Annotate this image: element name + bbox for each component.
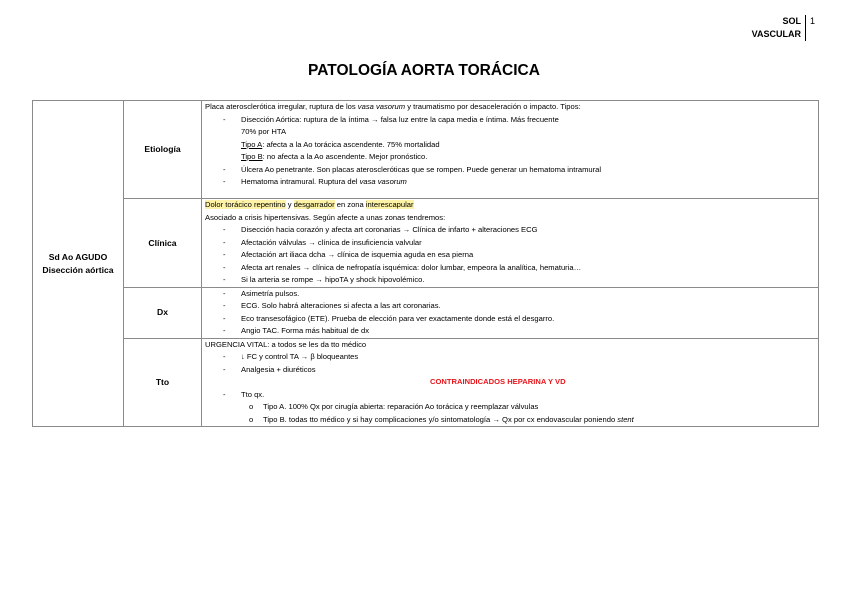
page-number: 1 (809, 16, 815, 26)
list-item: - Tto qx. (223, 389, 265, 399)
content-table (32, 100, 819, 427)
row-dx (33, 287, 819, 338)
list-item: - Afectación válvulas → clínica de insuficiencia valvular (223, 237, 422, 247)
row-etiologia (33, 101, 819, 199)
list-item: - Analgesia + diuréticos (223, 364, 316, 374)
tto-content (202, 338, 819, 427)
list-item: - Angio TAC. Forma más habitual de dx (223, 326, 370, 335)
list-item: - Disección Aórtica: ruptura de la íntima → falsa luz entre la capa media e íntima. Más frecuente (223, 114, 559, 124)
list-item: - ↓ FC y control TA → β bloqueantes (223, 352, 359, 361)
row-group-label-text: Sd Ao AGUDO Disección aórtica (42, 251, 114, 275)
list-item: - Afecta art renales → clínica de nefropatía isquémica: dolor lumbar, empeora la analítica, hematuria… (223, 262, 582, 272)
list-item-tipo-b: Tipo B: no afecta a la Ao ascendente. Mejor pronóstico. (241, 152, 428, 161)
tto-label: Tto (124, 338, 202, 427)
row-group-label (33, 101, 124, 427)
list-item: - Eco transesofágico (ETE). Prueba de elección para ver exactamente donde está el desgarro. (223, 313, 555, 323)
list-item-continuation: 70% por HTA (241, 127, 287, 136)
page-header (752, 15, 815, 41)
list-item: - Úlcera Ao penetrante. Son placas ateroscleróticas que se rompen. Puede generar un hematoma intramural (223, 164, 602, 174)
clinica-label: Clínica (124, 199, 202, 288)
clinica-intro: Dolor torácico repentino y desgarrador en zona interescapular (205, 200, 414, 209)
etiologia-content (202, 101, 819, 199)
list-item: - Disección hacia corazón y afecta art coronarias → Clínica de infarto + alteraciones ECG (223, 225, 538, 234)
list-item: - Hematoma intramural. Ruptura del vasa vasorum (223, 177, 407, 186)
dx-content (202, 287, 819, 338)
clinica-content (202, 199, 819, 288)
clinica-subintro: Asociado a crisis hipertensivas. Según afecte a unas zonas tendremos: (205, 212, 446, 222)
row-tto (33, 338, 819, 427)
list-item: - Asimetría pulsos. (223, 288, 300, 298)
list-item: - Si la arteria se rompe → hipoTA y shock hipovolémico. (223, 275, 425, 284)
sublist-item: o Tipo A. 100% Qx por cirugía abierta: reparación Ao torácica y reemplazar válvulas (249, 402, 539, 411)
list-item-tipo-a: Tipo A: afecta a la Ao torácica ascendente. 75% mortalidad (241, 139, 440, 149)
list-item: - Afectación art iliaca dcha → clínica de isquemia aguda en esa pierna (223, 250, 474, 259)
etiologia-intro: Placa aterosclerótica irregular, ruptura de los vasa vasorum y traumatismo por desaceleración o impacto. Tipos: (205, 102, 581, 111)
dx-label: Dx (124, 287, 202, 338)
contraindication-warning: CONTRAINDICADOS HEPARINA Y VD (430, 377, 566, 386)
header-labels (752, 15, 805, 41)
page-title: PATOLOGÍA AORTA TORÁCICA (308, 62, 540, 79)
header-section: VASCULAR (751, 29, 801, 39)
etiologia-label: Etiología (124, 101, 202, 199)
list-item: - ECG. Solo habrá alteraciones si afecta a las art coronarias. (223, 301, 441, 310)
tto-intro: URGENCIA VITAL: a todos se les da tto médico (205, 339, 367, 349)
sublist-item: o Tipo B. todas tto médico y si hay complicaciones y/o sintomatología → Qx por cx endovascular poniendo stent (249, 414, 634, 424)
row-clinica (33, 199, 819, 288)
header-code: SOL (782, 16, 801, 26)
